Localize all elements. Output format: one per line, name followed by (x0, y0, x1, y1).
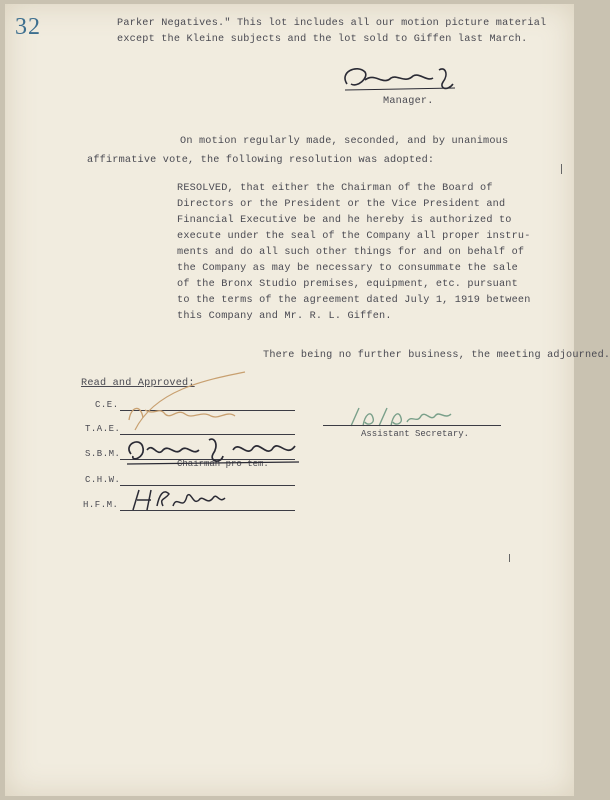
resolution-line-7: of the Bronx Studio premises, equipment, etc. pursuant (177, 279, 518, 290)
resolution-line-2: Directors or the President or the Vice President and (177, 199, 506, 210)
resolution-line-8: to the terms of the agreement dated July 1, 1919 between (177, 295, 531, 306)
document-page (5, 4, 610, 796)
margin-mark-lower (509, 554, 510, 562)
resolution-line-6: the Company as may be necessary to consummate the sale (177, 263, 518, 274)
resolution-line-4: execute under the seal of the Company all proper instru- (177, 231, 531, 242)
initials-tae: T.A.E. (85, 424, 121, 434)
read-approved-heading: Read and Approved: (81, 378, 195, 389)
mawbeet-signature (123, 436, 313, 468)
resolution-line-5: ments and do all such other things for and on behalf of (177, 247, 525, 258)
signature-line-assistant-secretary (323, 425, 501, 426)
initials-ce: C.E. (95, 400, 119, 410)
top-text-line-1: Parker Negatives." This lot includes all our motion picture material (117, 18, 547, 29)
resolution-line-9: this Company and Mr. R. L. Giffen. (177, 311, 392, 322)
manager-title: Manager. (383, 96, 434, 107)
motion-line-1: On motion regularly made, seconded, and by unanimous (180, 136, 509, 147)
initials-sbm: S.B.M. (85, 449, 121, 459)
assistant-secretary-label: Assistant Secretary. (361, 429, 470, 439)
page-number: 32 (15, 14, 41, 40)
margin-mark (561, 164, 562, 174)
top-text-line-2: except the Kleine subjects and the lot sold to Giffen last March. (117, 34, 528, 45)
manager-signature (335, 62, 465, 98)
initials-chw: C.H.W. (85, 475, 121, 485)
initials-hfm: H.F.M. (83, 500, 119, 510)
edison-signature (115, 370, 255, 436)
resolution-line-3: Financial Executive be and he hereby is authorized to (177, 215, 512, 226)
motion-line-2: affirmative vote, the following resolution was adopted: (87, 155, 435, 166)
chairman-label: Chairman pro tem. (177, 459, 269, 469)
resolution-line-1: RESOLVED, that either the Chairman of the Board of (177, 183, 493, 194)
adjourn-text: There being no further business, the meeting adjourned. (263, 350, 610, 361)
miller-signature (129, 484, 229, 516)
